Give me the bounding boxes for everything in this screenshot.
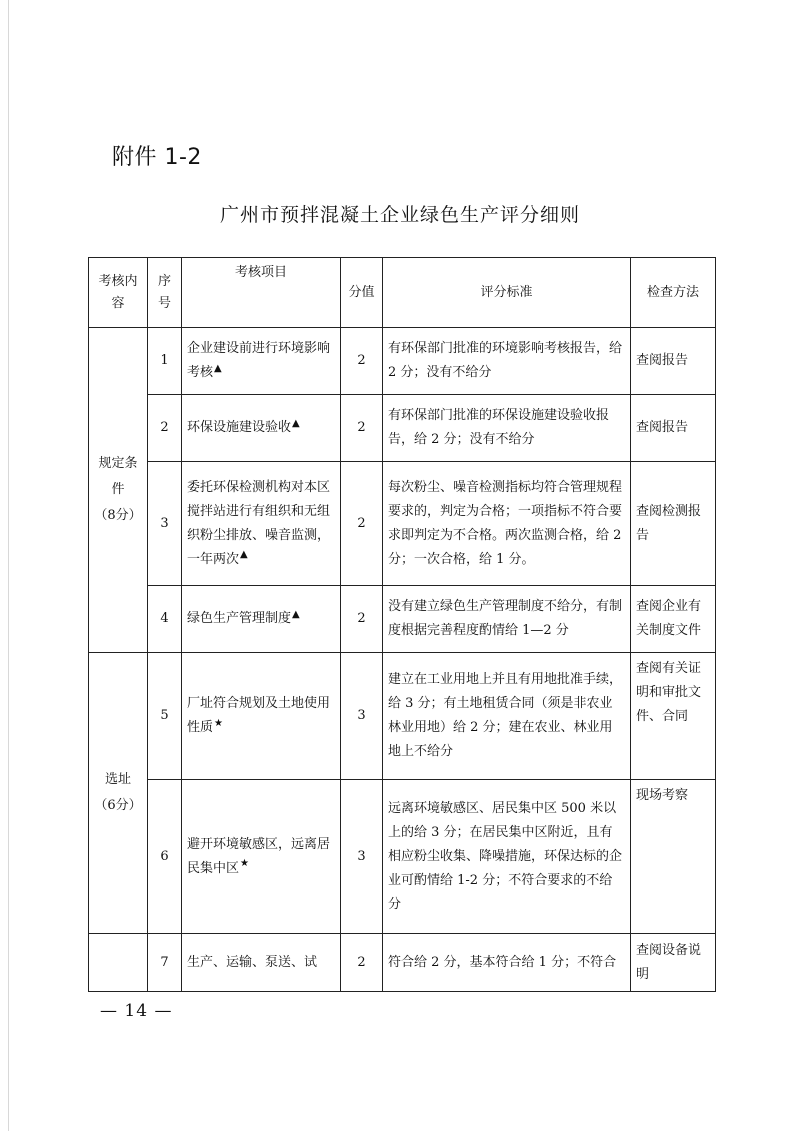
row-item [182, 328, 341, 395]
category-score: （6分） [94, 798, 142, 813]
row-item-text: 厂址符合规划及土地使用性质 [187, 696, 331, 735]
row-score: 2 [341, 462, 383, 586]
category-cell [89, 653, 148, 934]
row-criteria: 符合给 2 分，基本符合给 1 分；不符合 [383, 934, 631, 992]
header-score: 分值 [341, 258, 383, 328]
row-criteria: 每次粉尘、噪音检测指标均符合管理规程要求的，判定为合格；一项指标不符合要求即判定为不合格。两次监测合格，给 2 分；一次合格，给 1 分。 [383, 462, 631, 586]
table-row [89, 653, 716, 780]
header-category: 考核内容 [89, 258, 148, 328]
row-seq: 6 [148, 780, 182, 934]
row-seq: 2 [148, 395, 182, 462]
triangle-mark-icon: ▲ [292, 608, 300, 620]
row-criteria: 有环保部门批准的环境影响考核报告，给 2 分；没有不给分 [383, 328, 631, 395]
scoring-table [88, 257, 716, 992]
row-method: 查阅企业有关制度文件 [631, 586, 716, 653]
row-seq: 3 [148, 462, 182, 586]
row-item-text: 生产、运输、泵送、试 [187, 954, 318, 970]
triangle-mark-icon: ▲ [240, 549, 248, 561]
star-mark-icon: ★ [214, 717, 223, 729]
header-item: 考核项目 [182, 258, 341, 328]
row-method: 查阅设备说明 [631, 934, 716, 992]
row-item [182, 586, 341, 653]
row-item [182, 653, 341, 780]
row-item [182, 462, 341, 586]
category-name: 规定条件 [98, 456, 138, 497]
header-seq: 序号 [148, 258, 182, 328]
triangle-mark-icon: ▲ [214, 362, 222, 374]
row-item [182, 395, 341, 462]
row-item [182, 934, 341, 992]
row-criteria: 远离环境敏感区、居民集中区 500 米以上的给 3 分；在居民集中区附近，且有相应粉尘收集、降噪措施，环保达标的企业可酌情给 1-2 分；不符合要求的不给分 [383, 780, 631, 934]
header-method: 检查方法 [631, 258, 716, 328]
star-mark-icon: ★ [240, 858, 249, 870]
table-row [89, 395, 716, 462]
row-seq: 4 [148, 586, 182, 653]
row-method: 查阅有关证明和审批文件、合同 [631, 653, 716, 780]
category-score: （8分） [94, 508, 142, 523]
row-score: 3 [341, 780, 383, 934]
row-seq: 5 [148, 653, 182, 780]
document-title: 广州市预拌混凝土企业绿色生产评分细则 [219, 204, 580, 226]
row-method: 查阅报告 [631, 328, 716, 395]
row-score: 2 [341, 328, 383, 395]
row-item-text: 绿色生产管理制度 [187, 611, 292, 626]
row-method: 查阅报告 [631, 395, 716, 462]
category-name: 选址 [104, 772, 131, 787]
table-row [89, 780, 716, 934]
triangle-mark-icon: ▲ [292, 417, 300, 429]
row-criteria: 没有建立绿色生产管理制度不给分，有制度根据完善程度酌情给 1—2 分 [383, 586, 631, 653]
row-score: 2 [341, 586, 383, 653]
row-score: 3 [341, 653, 383, 780]
row-item-text: 企业建设前进行环境影响考核 [187, 341, 331, 380]
table-row [89, 586, 716, 653]
row-seq: 1 [148, 328, 182, 395]
row-seq: 7 [148, 934, 182, 992]
row-item-text: 环保设施建设验收 [187, 420, 292, 435]
row-item [182, 780, 341, 934]
header-criteria: 评分标准 [383, 258, 631, 328]
attachment-label: 附件 1-2 [112, 145, 202, 170]
row-criteria: 有环保部门批准的环保设施建设验收报告，给 2 分；没有不给分 [383, 395, 631, 462]
category-cell [89, 328, 148, 653]
category-cell-empty [89, 934, 148, 992]
row-score: 2 [341, 395, 383, 462]
table-header-row [89, 258, 716, 328]
row-score: 2 [341, 934, 383, 992]
page-number: — 14 — [100, 1001, 173, 1021]
page-edge [8, 0, 9, 1131]
row-item-text: 委托环保检测机构对本区搅拌站进行有组织和无组织粉尘排放、噪音监测，一年两次 [187, 479, 331, 567]
table-row [89, 934, 716, 992]
row-method: 现场考察 [631, 780, 716, 934]
table-row [89, 328, 716, 395]
row-method: 查阅检测报告 [631, 462, 716, 586]
table-row [89, 462, 716, 586]
row-criteria: 建立在工业用地上并且有用地批准手续，给 3 分；有土地租赁合同（须是非农业林业用地）给 2 分；建在农业、林业用地上不给分 [383, 653, 631, 780]
row-item-text: 避开环境敏感区，远离居民集中区 [187, 836, 331, 876]
